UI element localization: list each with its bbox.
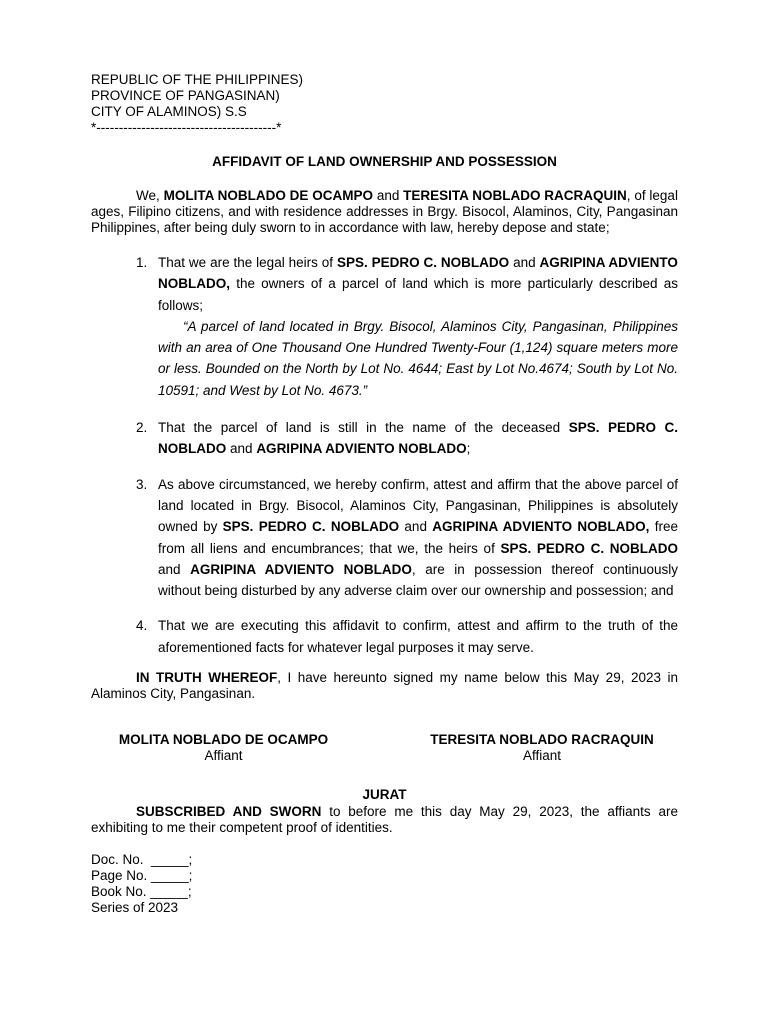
text-run: and: [513, 255, 536, 270]
venue-separator: *----------------------------------------*: [91, 120, 282, 135]
page-number: Page No. _____;: [91, 868, 193, 884]
notarial-register: [91, 852, 678, 916]
truth-heading: IN TRUTH WHEREOF: [136, 670, 278, 686]
truth-paragraph: [91, 670, 678, 702]
statement-list: [91, 252, 678, 658]
truth-text: , I have hereunto signed my name below this May 29, 2023 in Alaminos City, Pangasinan.: [91, 670, 678, 702]
spouses-name: SPS. PEDRO C. NOBLADO: [158, 420, 678, 457]
signatory-name: MOLITA NOBLADO DE OCAMPO: [118, 732, 329, 748]
item-text: That we are executing this affidavit to confirm, attest and affirm to the truth of the aforementioned facts for whatever legal purposes it may serve.: [158, 618, 678, 655]
item-number: 3.: [136, 476, 148, 492]
doc-number: Doc. No. _____;: [91, 852, 193, 868]
item-number: 2.: [136, 420, 148, 436]
spouse-name: AGRIPINA ADVIENTO NOBLADO: [190, 561, 412, 577]
jurat-heading: SUBSCRIBED AND SWORN: [136, 804, 322, 820]
text-run: As above circumstanced, we hereby confirm, attest and affirm that the above parcel of land located in Brgy. Bisocol, Alaminos City, Pangasinan, Philippines is absolutely owned by: [158, 476, 678, 535]
affiant1-name: MOLITA NOBLADO DE OCAMPO: [163, 188, 373, 203]
spouses-name: SPS. PEDRO C. NOBLADO: [500, 540, 678, 556]
text-run: That we are the legal heirs of: [158, 255, 334, 270]
book-number: Book No. _____;: [91, 884, 192, 900]
signature-affiant2: [416, 732, 668, 764]
spouse-name: AGRIPINA ADVIENTO NOBLADO: [256, 441, 467, 457]
text-run: , are in possession thereof continuously without being disturbed by any adverse claim over our ownership and possession; and: [158, 561, 678, 599]
jurat-text: to before me this day May 29, 2023, the affiants are exhibiting to me their competent proof of identities.: [91, 804, 678, 836]
text-run: ;: [466, 441, 471, 457]
item-text: [158, 474, 678, 602]
affidavit-page: [91, 72, 678, 916]
signature-block: [91, 732, 678, 766]
signature-affiant1: [101, 732, 346, 764]
signatory-role: Affiant: [522, 748, 562, 764]
text-run: free from all liens and encumbrances; that we, the heirs of: [158, 519, 678, 556]
spouses-name: SPS. PEDRO C. NOBLADO: [336, 255, 510, 270]
statement-item-3: [91, 474, 678, 602]
intro-rest: , of legal ages, Filipino citizens, and with residence addresses in Brgy. Bisocol, Alaminos, City, Pangasinan Philippines, after being duly sworn to in accordance with law, hereby depose and state;: [91, 188, 678, 235]
signatory-name: TERESITA NOBLADO RACRAQUIN: [430, 732, 654, 748]
document-title: AFFIDAVIT OF LAND OWNERSHIP AND POSSESSION: [212, 154, 557, 169]
jurat-title: JURAT: [362, 787, 407, 803]
text-run: and: [230, 441, 253, 457]
venue-header: [91, 72, 678, 136]
spouse-name: AGRIPINA ADVIENTO NOBLADO,: [158, 255, 678, 292]
text-run: That the parcel of land is still in the name of the deceased: [158, 420, 561, 436]
venue-line-province: PROVINCE OF PANGASINAN): [91, 88, 280, 103]
text-run: the owners of a parcel of land which is more particularly described as follows;: [158, 276, 678, 313]
item-text: [158, 252, 678, 316]
item-text: [158, 417, 678, 460]
item-number: 1.: [136, 255, 148, 270]
intro-paragraph: [91, 188, 678, 236]
statement-item-4: [91, 615, 678, 658]
intro-we: We,: [136, 188, 160, 203]
venue-line-city: CITY OF ALAMINOS) S.S: [91, 104, 247, 119]
land-description: “A parcel of land located in Brgy. Bisocol, Alaminos City, Pangasinan, Philippines with an area of One Thousand One Hundred Twenty-Four (1,124) square meters more or less. Bounded on the North by Lot No. 4644; East by Lot No.4674; South by Lot No. 10591; and West by Lot No. 4673.”: [158, 318, 678, 398]
text-run: and: [158, 561, 181, 577]
intro-and: and: [376, 188, 400, 203]
item-number: 4.: [136, 618, 148, 634]
series-year: Series of 2023: [91, 900, 179, 916]
venue-line-republic: REPUBLIC OF THE PHILIPPINES): [91, 72, 304, 87]
jurat-paragraph: [91, 804, 678, 836]
signatory-role: Affiant: [204, 748, 243, 764]
statement-item-1: [91, 252, 678, 401]
statement-item-2: [91, 417, 678, 460]
spouse-name: AGRIPINA ADVIENTO NOBLADO,: [432, 519, 650, 535]
text-run: and: [404, 519, 427, 535]
affiant2-name: TERESITA NOBLADO RACRAQUIN: [403, 188, 627, 203]
spouses-name: SPS. PEDRO C. NOBLADO: [222, 519, 400, 535]
